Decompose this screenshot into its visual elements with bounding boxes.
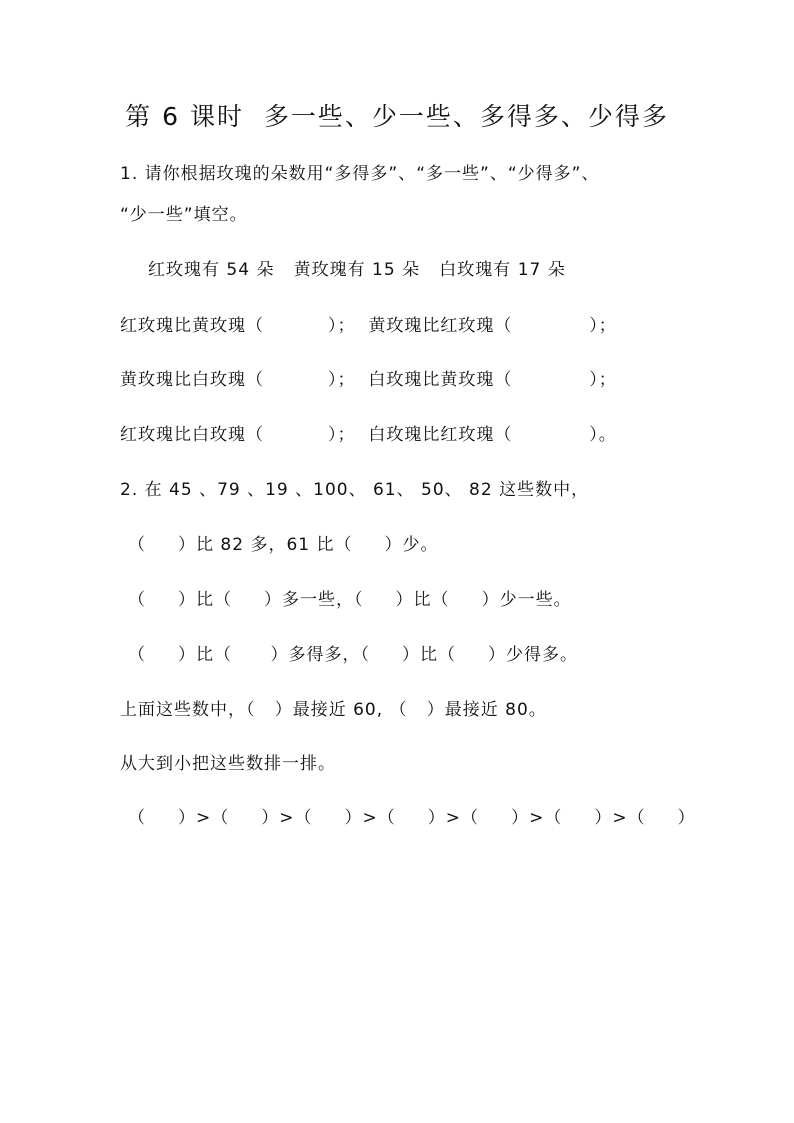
- question-1-prompt-line-2: “少一些”填空。: [120, 205, 248, 225]
- question-2-ordering-row: （ ）>（ ）>（ ）>（ ）>（ ）>（ ）>（ ）: [128, 808, 696, 828]
- question-2-row-3: （ ）比（ ）多得多，（ ）比（ ）少得多。: [128, 645, 578, 665]
- page-title: 第 6 课时 多一些、少一些、多得多、少得多: [125, 102, 669, 131]
- question-2-prompt: 2. 在 45 、79 、19 、100、 61、 50、 82 这些数中，: [120, 480, 590, 500]
- question-1-prompt-line-1: 1. 请你根据玫瑰的朵数用“多得多”、“多一些”、“少得多”、: [120, 164, 600, 184]
- question-2-row-1: （ ）比 82 多，61 比（ ）少。: [128, 535, 439, 555]
- question-2-row-4: 上面这些数中，（ ）最接近 60, （ ）最接近 80。: [120, 700, 547, 720]
- question-1-row-1: 红玫瑰比黄玫瑰（ ）； 黄玫瑰比红玫瑰（ ）；: [120, 316, 617, 336]
- question-2-row-2: （ ）比（ ）多一些，（ ）比（ ）少一些。: [128, 590, 572, 610]
- question-1-facts: 红玫瑰有 54 朵 黄玫瑰有 15 朵 白玫瑰有 17 朵: [148, 260, 566, 280]
- question-1-row-2: 黄玫瑰比白玫瑰（ ）； 白玫瑰比黄玫瑰（ ）；: [120, 370, 617, 390]
- question-2-row-5: 从大到小把这些数排一排。: [120, 754, 336, 774]
- question-1-row-3: 红玫瑰比白玫瑰（ ）； 白玫瑰比红玫瑰（ ）。: [120, 425, 617, 445]
